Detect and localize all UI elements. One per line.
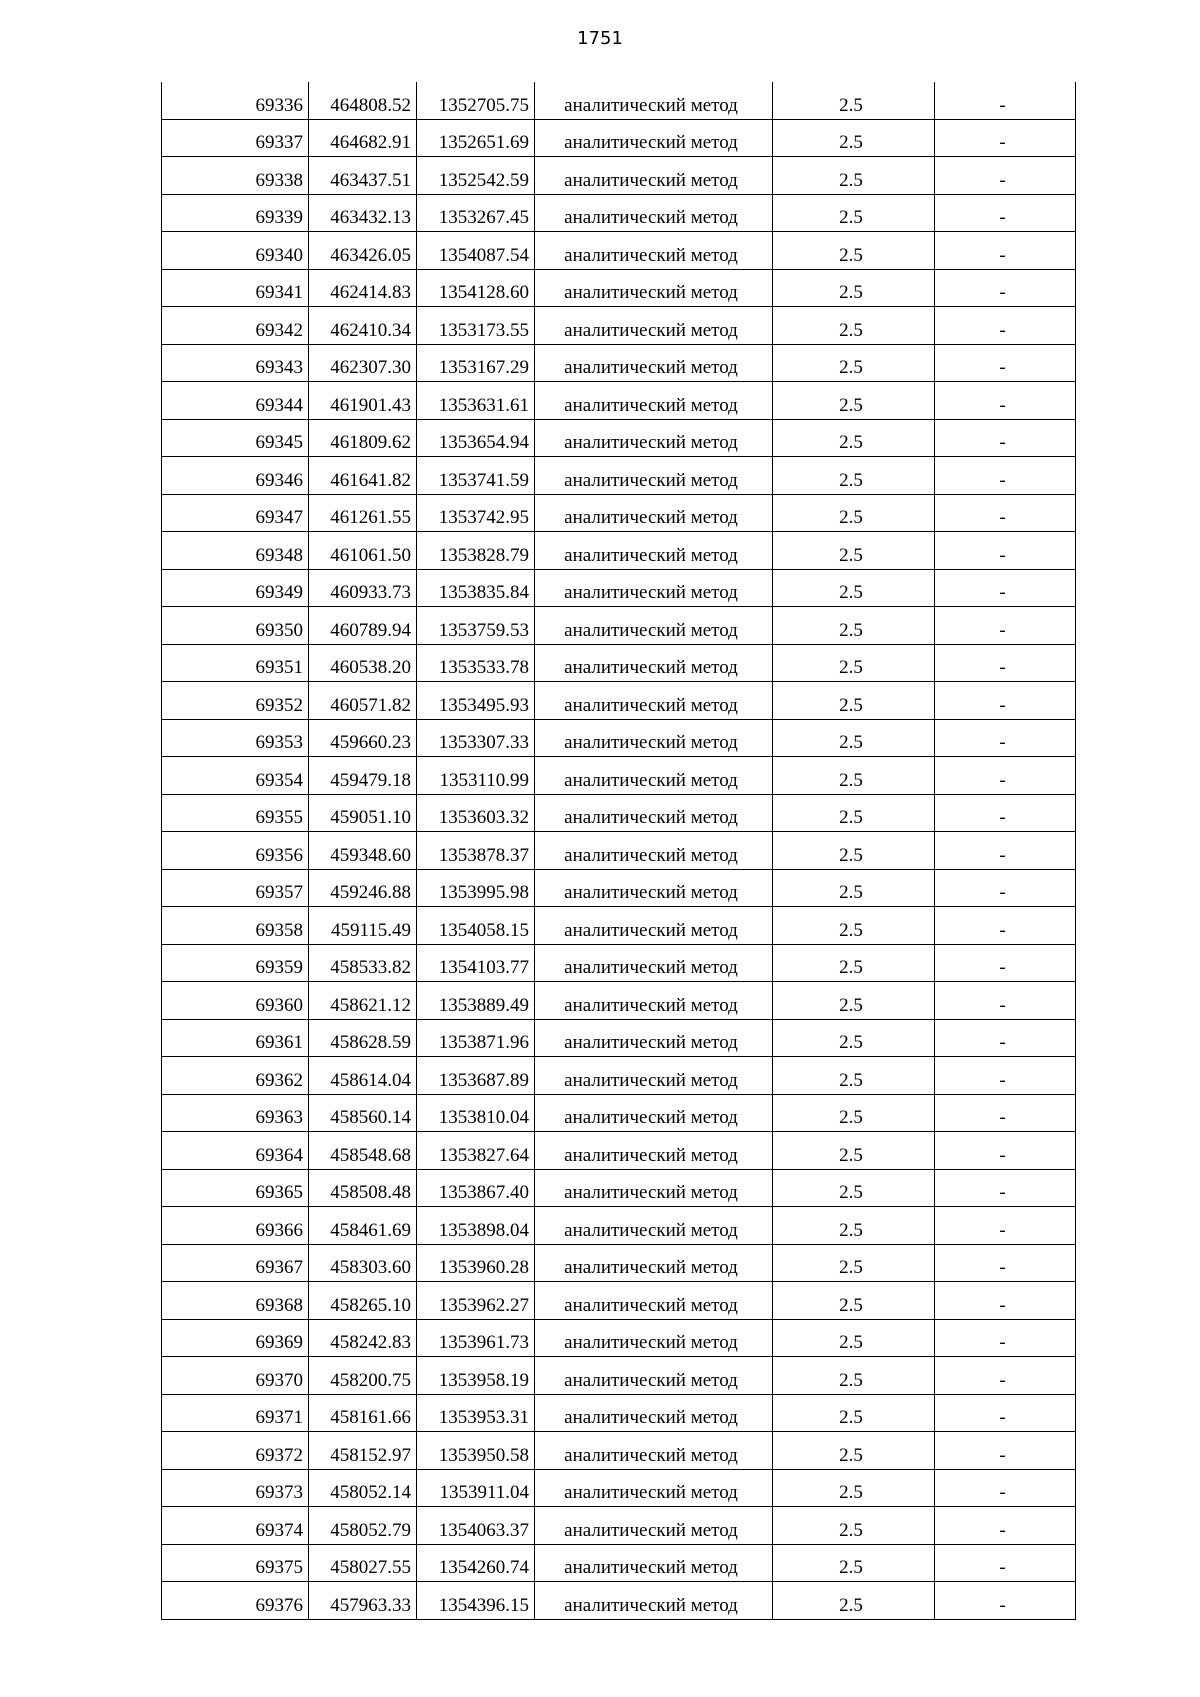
point-number-cell: 69342 bbox=[162, 307, 309, 345]
note-cell: - bbox=[935, 382, 1076, 420]
table-row bbox=[162, 1132, 1076, 1170]
x-coordinate-cell: 463437.51 bbox=[309, 157, 417, 195]
y-coordinate-cell: 1353631.61 bbox=[417, 382, 535, 420]
accuracy-cell: 2.5 bbox=[773, 1544, 935, 1582]
x-coordinate-cell: 460538.20 bbox=[309, 644, 417, 682]
table-row bbox=[162, 832, 1076, 870]
table-row bbox=[162, 1019, 1076, 1057]
table-row bbox=[162, 1244, 1076, 1282]
note-cell: - bbox=[935, 869, 1076, 907]
note-cell: - bbox=[935, 457, 1076, 495]
accuracy-cell: 2.5 bbox=[773, 1394, 935, 1432]
note-cell: - bbox=[935, 1582, 1076, 1620]
y-coordinate-cell: 1352705.75 bbox=[417, 82, 535, 119]
accuracy-cell: 2.5 bbox=[773, 119, 935, 157]
y-coordinate-cell: 1353962.27 bbox=[417, 1282, 535, 1320]
method-cell: аналитический метод bbox=[535, 1432, 773, 1470]
point-number-cell: 69343 bbox=[162, 344, 309, 382]
table-row bbox=[162, 1582, 1076, 1620]
table-row bbox=[162, 1057, 1076, 1095]
table-row bbox=[162, 344, 1076, 382]
accuracy-cell: 2.5 bbox=[773, 1469, 935, 1507]
method-cell: аналитический метод bbox=[535, 1357, 773, 1395]
method-cell: аналитический метод bbox=[535, 569, 773, 607]
table-row bbox=[162, 1432, 1076, 1470]
note-cell: - bbox=[935, 607, 1076, 645]
point-number-cell: 69366 bbox=[162, 1207, 309, 1245]
accuracy-cell: 2.5 bbox=[773, 344, 935, 382]
x-coordinate-cell: 458560.14 bbox=[309, 1094, 417, 1132]
x-coordinate-cell: 460571.82 bbox=[309, 682, 417, 720]
note-cell: - bbox=[935, 907, 1076, 945]
accuracy-cell: 2.5 bbox=[773, 382, 935, 420]
point-number-cell: 69351 bbox=[162, 644, 309, 682]
y-coordinate-cell: 1353759.53 bbox=[417, 607, 535, 645]
y-coordinate-cell: 1353878.37 bbox=[417, 832, 535, 870]
x-coordinate-cell: 459246.88 bbox=[309, 869, 417, 907]
point-number-cell: 69353 bbox=[162, 719, 309, 757]
accuracy-cell: 2.5 bbox=[773, 757, 935, 795]
accuracy-cell: 2.5 bbox=[773, 794, 935, 832]
accuracy-cell: 2.5 bbox=[773, 1507, 935, 1545]
x-coordinate-cell: 459660.23 bbox=[309, 719, 417, 757]
method-cell: аналитический метод bbox=[535, 1132, 773, 1170]
accuracy-cell: 2.5 bbox=[773, 457, 935, 495]
y-coordinate-cell: 1352542.59 bbox=[417, 157, 535, 195]
table-row bbox=[162, 1169, 1076, 1207]
note-cell: - bbox=[935, 344, 1076, 382]
accuracy-cell: 2.5 bbox=[773, 944, 935, 982]
point-number-cell: 69361 bbox=[162, 1019, 309, 1057]
method-cell: аналитический метод bbox=[535, 757, 773, 795]
coordinates-table bbox=[161, 82, 1076, 1620]
y-coordinate-cell: 1353495.93 bbox=[417, 682, 535, 720]
note-cell: - bbox=[935, 569, 1076, 607]
accuracy-cell: 2.5 bbox=[773, 307, 935, 345]
x-coordinate-cell: 460933.73 bbox=[309, 569, 417, 607]
note-cell: - bbox=[935, 232, 1076, 270]
table-row bbox=[162, 1282, 1076, 1320]
method-cell: аналитический метод bbox=[535, 869, 773, 907]
y-coordinate-cell: 1353871.96 bbox=[417, 1019, 535, 1057]
table-row bbox=[162, 1207, 1076, 1245]
y-coordinate-cell: 1353889.49 bbox=[417, 982, 535, 1020]
y-coordinate-cell: 1354396.15 bbox=[417, 1582, 535, 1620]
method-cell: аналитический метод bbox=[535, 1169, 773, 1207]
point-number-cell: 69338 bbox=[162, 157, 309, 195]
table-row bbox=[162, 382, 1076, 420]
point-number-cell: 69340 bbox=[162, 232, 309, 270]
y-coordinate-cell: 1353173.55 bbox=[417, 307, 535, 345]
y-coordinate-cell: 1353950.58 bbox=[417, 1432, 535, 1470]
x-coordinate-cell: 458508.48 bbox=[309, 1169, 417, 1207]
note-cell: - bbox=[935, 832, 1076, 870]
note-cell: - bbox=[935, 82, 1076, 119]
method-cell: аналитический метод bbox=[535, 119, 773, 157]
method-cell: аналитический метод bbox=[535, 794, 773, 832]
method-cell: аналитический метод bbox=[535, 1282, 773, 1320]
y-coordinate-cell: 1353898.04 bbox=[417, 1207, 535, 1245]
accuracy-cell: 2.5 bbox=[773, 907, 935, 945]
table-row bbox=[162, 1357, 1076, 1395]
x-coordinate-cell: 461061.50 bbox=[309, 532, 417, 570]
point-number-cell: 69369 bbox=[162, 1319, 309, 1357]
accuracy-cell: 2.5 bbox=[773, 532, 935, 570]
accuracy-cell: 2.5 bbox=[773, 569, 935, 607]
x-coordinate-cell: 458052.14 bbox=[309, 1469, 417, 1507]
note-cell: - bbox=[935, 269, 1076, 307]
point-number-cell: 69374 bbox=[162, 1507, 309, 1545]
y-coordinate-cell: 1353603.32 bbox=[417, 794, 535, 832]
method-cell: аналитический метод bbox=[535, 1207, 773, 1245]
table-row bbox=[162, 269, 1076, 307]
point-number-cell: 69370 bbox=[162, 1357, 309, 1395]
note-cell: - bbox=[935, 157, 1076, 195]
table-row bbox=[162, 869, 1076, 907]
point-number-cell: 69339 bbox=[162, 194, 309, 232]
accuracy-cell: 2.5 bbox=[773, 1019, 935, 1057]
table-row bbox=[162, 532, 1076, 570]
y-coordinate-cell: 1353267.45 bbox=[417, 194, 535, 232]
accuracy-cell: 2.5 bbox=[773, 1207, 935, 1245]
y-coordinate-cell: 1353953.31 bbox=[417, 1394, 535, 1432]
note-cell: - bbox=[935, 119, 1076, 157]
method-cell: аналитический метод bbox=[535, 719, 773, 757]
method-cell: аналитический метод bbox=[535, 1319, 773, 1357]
x-coordinate-cell: 458533.82 bbox=[309, 944, 417, 982]
x-coordinate-cell: 459348.60 bbox=[309, 832, 417, 870]
accuracy-cell: 2.5 bbox=[773, 494, 935, 532]
table-row bbox=[162, 757, 1076, 795]
accuracy-cell: 2.5 bbox=[773, 157, 935, 195]
point-number-cell: 69341 bbox=[162, 269, 309, 307]
x-coordinate-cell: 463426.05 bbox=[309, 232, 417, 270]
coordinates-table-body bbox=[162, 82, 1076, 1619]
x-coordinate-cell: 458027.55 bbox=[309, 1544, 417, 1582]
accuracy-cell: 2.5 bbox=[773, 82, 935, 119]
method-cell: аналитический метод bbox=[535, 1394, 773, 1432]
note-cell: - bbox=[935, 719, 1076, 757]
note-cell: - bbox=[935, 194, 1076, 232]
y-coordinate-cell: 1353867.40 bbox=[417, 1169, 535, 1207]
method-cell: аналитический метод bbox=[535, 607, 773, 645]
method-cell: аналитический метод bbox=[535, 457, 773, 495]
point-number-cell: 69355 bbox=[162, 794, 309, 832]
point-number-cell: 69362 bbox=[162, 1057, 309, 1095]
note-cell: - bbox=[935, 682, 1076, 720]
x-coordinate-cell: 462410.34 bbox=[309, 307, 417, 345]
method-cell: аналитический метод bbox=[535, 194, 773, 232]
point-number-cell: 69336 bbox=[162, 82, 309, 119]
accuracy-cell: 2.5 bbox=[773, 269, 935, 307]
x-coordinate-cell: 458242.83 bbox=[309, 1319, 417, 1357]
y-coordinate-cell: 1353961.73 bbox=[417, 1319, 535, 1357]
method-cell: аналитический метод bbox=[535, 82, 773, 119]
method-cell: аналитический метод bbox=[535, 1544, 773, 1582]
point-number-cell: 69345 bbox=[162, 419, 309, 457]
point-number-cell: 69364 bbox=[162, 1132, 309, 1170]
accuracy-cell: 2.5 bbox=[773, 1094, 935, 1132]
note-cell: - bbox=[935, 419, 1076, 457]
method-cell: аналитический метод bbox=[535, 982, 773, 1020]
y-coordinate-cell: 1353835.84 bbox=[417, 569, 535, 607]
method-cell: аналитический метод bbox=[535, 1019, 773, 1057]
point-number-cell: 69373 bbox=[162, 1469, 309, 1507]
accuracy-cell: 2.5 bbox=[773, 419, 935, 457]
y-coordinate-cell: 1353654.94 bbox=[417, 419, 535, 457]
accuracy-cell: 2.5 bbox=[773, 644, 935, 682]
x-coordinate-cell: 458200.75 bbox=[309, 1357, 417, 1395]
accuracy-cell: 2.5 bbox=[773, 1057, 935, 1095]
point-number-cell: 69360 bbox=[162, 982, 309, 1020]
table-row bbox=[162, 569, 1076, 607]
method-cell: аналитический метод bbox=[535, 907, 773, 945]
point-number-cell: 69376 bbox=[162, 1582, 309, 1620]
table-row bbox=[162, 419, 1076, 457]
method-cell: аналитический метод bbox=[535, 307, 773, 345]
accuracy-cell: 2.5 bbox=[773, 1357, 935, 1395]
accuracy-cell: 2.5 bbox=[773, 1432, 935, 1470]
table-row bbox=[162, 1394, 1076, 1432]
table-row bbox=[162, 457, 1076, 495]
y-coordinate-cell: 1353828.79 bbox=[417, 532, 535, 570]
note-cell: - bbox=[935, 1244, 1076, 1282]
note-cell: - bbox=[935, 1019, 1076, 1057]
note-cell: - bbox=[935, 307, 1076, 345]
point-number-cell: 69371 bbox=[162, 1394, 309, 1432]
method-cell: аналитический метод bbox=[535, 1094, 773, 1132]
note-cell: - bbox=[935, 1319, 1076, 1357]
note-cell: - bbox=[935, 757, 1076, 795]
table-row bbox=[162, 1469, 1076, 1507]
y-coordinate-cell: 1353960.28 bbox=[417, 1244, 535, 1282]
table-row bbox=[162, 232, 1076, 270]
point-number-cell: 69344 bbox=[162, 382, 309, 420]
note-cell: - bbox=[935, 1132, 1076, 1170]
accuracy-cell: 2.5 bbox=[773, 719, 935, 757]
point-number-cell: 69363 bbox=[162, 1094, 309, 1132]
note-cell: - bbox=[935, 1282, 1076, 1320]
method-cell: аналитический метод bbox=[535, 644, 773, 682]
y-coordinate-cell: 1353307.33 bbox=[417, 719, 535, 757]
method-cell: аналитический метод bbox=[535, 232, 773, 270]
table-row bbox=[162, 1319, 1076, 1357]
note-cell: - bbox=[935, 644, 1076, 682]
x-coordinate-cell: 458052.79 bbox=[309, 1507, 417, 1545]
y-coordinate-cell: 1353958.19 bbox=[417, 1357, 535, 1395]
accuracy-cell: 2.5 bbox=[773, 232, 935, 270]
x-coordinate-cell: 461901.43 bbox=[309, 382, 417, 420]
method-cell: аналитический метод bbox=[535, 1057, 773, 1095]
x-coordinate-cell: 458161.66 bbox=[309, 1394, 417, 1432]
table-row bbox=[162, 982, 1076, 1020]
page-number: 1751 bbox=[577, 28, 623, 49]
table-row bbox=[162, 119, 1076, 157]
note-cell: - bbox=[935, 1544, 1076, 1582]
method-cell: аналитический метод bbox=[535, 1582, 773, 1620]
accuracy-cell: 2.5 bbox=[773, 1132, 935, 1170]
point-number-cell: 69356 bbox=[162, 832, 309, 870]
method-cell: аналитический метод bbox=[535, 1244, 773, 1282]
y-coordinate-cell: 1354087.54 bbox=[417, 232, 535, 270]
note-cell: - bbox=[935, 494, 1076, 532]
table-row bbox=[162, 494, 1076, 532]
y-coordinate-cell: 1353827.64 bbox=[417, 1132, 535, 1170]
x-coordinate-cell: 462307.30 bbox=[309, 344, 417, 382]
x-coordinate-cell: 458628.59 bbox=[309, 1019, 417, 1057]
y-coordinate-cell: 1353742.95 bbox=[417, 494, 535, 532]
x-coordinate-cell: 461261.55 bbox=[309, 494, 417, 532]
note-cell: - bbox=[935, 1207, 1076, 1245]
method-cell: аналитический метод bbox=[535, 344, 773, 382]
x-coordinate-cell: 461641.82 bbox=[309, 457, 417, 495]
x-coordinate-cell: 458621.12 bbox=[309, 982, 417, 1020]
table-row bbox=[162, 307, 1076, 345]
point-number-cell: 69357 bbox=[162, 869, 309, 907]
point-number-cell: 69368 bbox=[162, 1282, 309, 1320]
note-cell: - bbox=[935, 1357, 1076, 1395]
y-coordinate-cell: 1354260.74 bbox=[417, 1544, 535, 1582]
y-coordinate-cell: 1353533.78 bbox=[417, 644, 535, 682]
x-coordinate-cell: 459479.18 bbox=[309, 757, 417, 795]
table-row bbox=[162, 194, 1076, 232]
table-row bbox=[162, 1544, 1076, 1582]
x-coordinate-cell: 459051.10 bbox=[309, 794, 417, 832]
method-cell: аналитический метод bbox=[535, 494, 773, 532]
accuracy-cell: 2.5 bbox=[773, 682, 935, 720]
note-cell: - bbox=[935, 982, 1076, 1020]
table-row bbox=[162, 719, 1076, 757]
y-coordinate-cell: 1352651.69 bbox=[417, 119, 535, 157]
method-cell: аналитический метод bbox=[535, 382, 773, 420]
accuracy-cell: 2.5 bbox=[773, 607, 935, 645]
x-coordinate-cell: 463432.13 bbox=[309, 194, 417, 232]
y-coordinate-cell: 1354128.60 bbox=[417, 269, 535, 307]
method-cell: аналитический метод bbox=[535, 682, 773, 720]
y-coordinate-cell: 1354063.37 bbox=[417, 1507, 535, 1545]
point-number-cell: 69346 bbox=[162, 457, 309, 495]
accuracy-cell: 2.5 bbox=[773, 1319, 935, 1357]
accuracy-cell: 2.5 bbox=[773, 869, 935, 907]
x-coordinate-cell: 460789.94 bbox=[309, 607, 417, 645]
method-cell: аналитический метод bbox=[535, 157, 773, 195]
note-cell: - bbox=[935, 1057, 1076, 1095]
table-row bbox=[162, 1094, 1076, 1132]
x-coordinate-cell: 458548.68 bbox=[309, 1132, 417, 1170]
method-cell: аналитический метод bbox=[535, 944, 773, 982]
y-coordinate-cell: 1353911.04 bbox=[417, 1469, 535, 1507]
point-number-cell: 69347 bbox=[162, 494, 309, 532]
method-cell: аналитический метод bbox=[535, 269, 773, 307]
table-row bbox=[162, 644, 1076, 682]
table-row bbox=[162, 607, 1076, 645]
table-row bbox=[162, 944, 1076, 982]
y-coordinate-cell: 1353995.98 bbox=[417, 869, 535, 907]
y-coordinate-cell: 1353110.99 bbox=[417, 757, 535, 795]
table-row bbox=[162, 794, 1076, 832]
note-cell: - bbox=[935, 1169, 1076, 1207]
x-coordinate-cell: 464682.91 bbox=[309, 119, 417, 157]
note-cell: - bbox=[935, 1094, 1076, 1132]
point-number-cell: 69367 bbox=[162, 1244, 309, 1282]
point-number-cell: 69365 bbox=[162, 1169, 309, 1207]
note-cell: - bbox=[935, 1469, 1076, 1507]
accuracy-cell: 2.5 bbox=[773, 982, 935, 1020]
table-row bbox=[162, 82, 1076, 119]
note-cell: - bbox=[935, 1507, 1076, 1545]
x-coordinate-cell: 459115.49 bbox=[309, 907, 417, 945]
point-number-cell: 69372 bbox=[162, 1432, 309, 1470]
note-cell: - bbox=[935, 944, 1076, 982]
point-number-cell: 69359 bbox=[162, 944, 309, 982]
table-row bbox=[162, 1507, 1076, 1545]
method-cell: аналитический метод bbox=[535, 1507, 773, 1545]
x-coordinate-cell: 458614.04 bbox=[309, 1057, 417, 1095]
note-cell: - bbox=[935, 794, 1076, 832]
point-number-cell: 69350 bbox=[162, 607, 309, 645]
y-coordinate-cell: 1353687.89 bbox=[417, 1057, 535, 1095]
accuracy-cell: 2.5 bbox=[773, 1582, 935, 1620]
method-cell: аналитический метод bbox=[535, 419, 773, 457]
y-coordinate-cell: 1354058.15 bbox=[417, 907, 535, 945]
point-number-cell: 69354 bbox=[162, 757, 309, 795]
accuracy-cell: 2.5 bbox=[773, 832, 935, 870]
x-coordinate-cell: 458152.97 bbox=[309, 1432, 417, 1470]
note-cell: - bbox=[935, 1432, 1076, 1470]
method-cell: аналитический метод bbox=[535, 532, 773, 570]
y-coordinate-cell: 1354103.77 bbox=[417, 944, 535, 982]
x-coordinate-cell: 464808.52 bbox=[309, 82, 417, 119]
accuracy-cell: 2.5 bbox=[773, 194, 935, 232]
point-number-cell: 69375 bbox=[162, 1544, 309, 1582]
y-coordinate-cell: 1353167.29 bbox=[417, 344, 535, 382]
accuracy-cell: 2.5 bbox=[773, 1169, 935, 1207]
x-coordinate-cell: 458265.10 bbox=[309, 1282, 417, 1320]
note-cell: - bbox=[935, 1394, 1076, 1432]
point-number-cell: 69349 bbox=[162, 569, 309, 607]
point-number-cell: 69352 bbox=[162, 682, 309, 720]
accuracy-cell: 2.5 bbox=[773, 1244, 935, 1282]
accuracy-cell: 2.5 bbox=[773, 1282, 935, 1320]
note-cell: - bbox=[935, 532, 1076, 570]
method-cell: аналитический метод bbox=[535, 832, 773, 870]
x-coordinate-cell: 458461.69 bbox=[309, 1207, 417, 1245]
point-number-cell: 69348 bbox=[162, 532, 309, 570]
point-number-cell: 69337 bbox=[162, 119, 309, 157]
method-cell: аналитический метод bbox=[535, 1469, 773, 1507]
y-coordinate-cell: 1353741.59 bbox=[417, 457, 535, 495]
table-row bbox=[162, 682, 1076, 720]
x-coordinate-cell: 458303.60 bbox=[309, 1244, 417, 1282]
x-coordinate-cell: 462414.83 bbox=[309, 269, 417, 307]
y-coordinate-cell: 1353810.04 bbox=[417, 1094, 535, 1132]
table-row bbox=[162, 157, 1076, 195]
x-coordinate-cell: 457963.33 bbox=[309, 1582, 417, 1620]
table-row bbox=[162, 907, 1076, 945]
point-number-cell: 69358 bbox=[162, 907, 309, 945]
x-coordinate-cell: 461809.62 bbox=[309, 419, 417, 457]
